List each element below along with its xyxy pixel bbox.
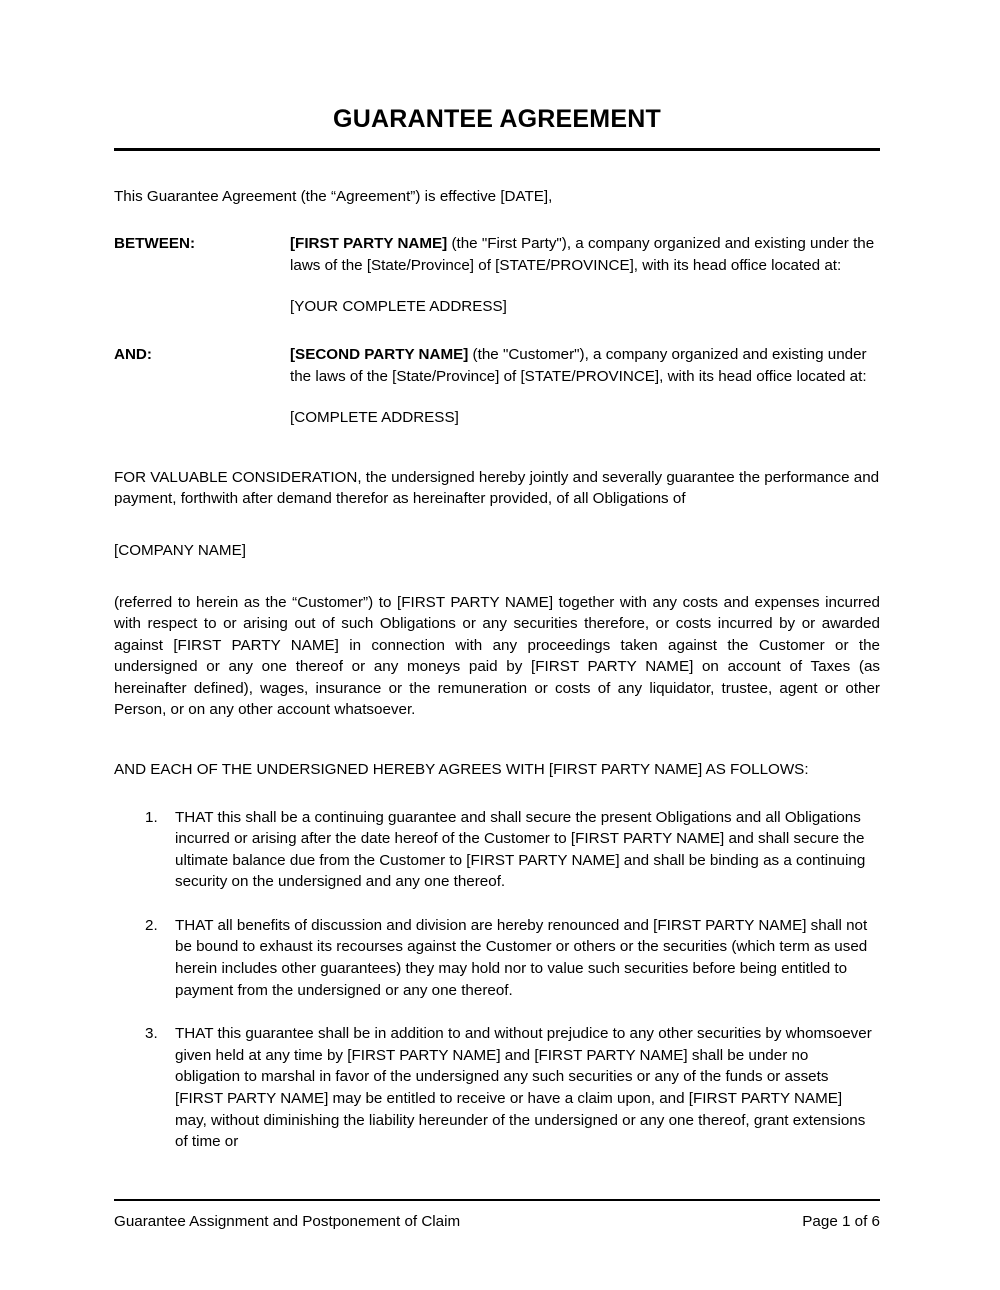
party-block-first (114, 233, 880, 318)
footer-document-title: Guarantee Assignment and Postponement of Claim (114, 1213, 461, 1230)
referred-paragraph: (referred to herein as the “Customer”) to [FIRST PARTY NAME] together with any costs and expenses incurred with respect to or arising out of such Obligations or any securities therefore, or costs incurred by or awarded against [FIRST PARTY NAME] in connection with any proceedings taken against the Customer or the undersigned or any one thereof or any moneys paid by [FIRST PARTY NAME] on account of Taxes (as hereinafter defined), wages, insurance or the remuneration or costs of any liquidator, trustee, agent or other Person, or on any other account whatsoever. (114, 593, 880, 719)
clause-number: 1. (145, 808, 158, 826)
clause-number: 2. (145, 916, 158, 934)
page-title: GUARANTEE AGREEMENT (333, 105, 661, 133)
second-party-address: [COMPLETE ADDRESS] (290, 409, 459, 427)
footer-row (114, 1212, 880, 1232)
second-party-name: [SECOND PARTY NAME] (290, 346, 469, 364)
clause-text: THAT this guarantee shall be in addition to and without prejudice to any other securities by whomsoever given held at any time by [FIRST PARTY NAME] and [FIRST PARTY NAME] shall be under no obligation to marshal in favor of the undersigned any such securities or any of the funds or assets [FIRST PARTY NAME] may be entitled to receive or have a claim upon, and [FIRST PARTY NAME] may, without diminishing the liability hereunder of the undersigned or any one thereof, grant extensions of time or (175, 1025, 872, 1151)
clause-text: THAT all benefits of discussion and division are hereby renounced and [FIRST PARTY NAME] shall not be bound to exhaust its recourses against the Customer or others or the securities (which term as used herein includes other guarantees) they may hold nor to value such securities before being entitled to payment from the undersigned or any one thereof. (175, 916, 868, 999)
clause-item (114, 915, 880, 1001)
consideration-paragraph: FOR VALUABLE CONSIDERATION, the undersigned hereby jointly and severally guarantee the performance and payment, forthwith after demand therefor as hereinafter provided, of all Obligations of (114, 468, 880, 508)
second-party-description: (the "Customer"), a company organized and existing under the laws of the [State/Province] of [STATE/PROVINCE], with its head office located at: (290, 346, 867, 385)
first-party-address: [YOUR COMPLETE ADDRESS] (290, 298, 507, 316)
clause-text: THAT this shall be a continuing guarantee and shall secure the present Obligations and all Obligations incurred or arising after the date hereof of the Customer to [FIRST PARTY NAME] and shall secure the ultimate balance due from the Customer to [FIRST PARTY NAME] and shall be binding as a continuing security on the undersigned and any one thereof. (175, 808, 866, 891)
clause-item (114, 1023, 880, 1152)
clause-number: 3. (145, 1025, 158, 1043)
document-content (114, 0, 880, 1153)
footer-page-number: Page 1 of 6 (802, 1213, 880, 1230)
footer-divider (114, 1199, 880, 1201)
clause-list (114, 807, 880, 1153)
party-description-second (290, 344, 880, 387)
party-label-and: AND: (114, 346, 152, 364)
party-body-second (290, 344, 880, 429)
first-party-name: [FIRST PARTY NAME] (290, 235, 448, 253)
first-party-description: (the "First Party"), a company organized and existing under the laws of the [State/Province] of [STATE/PROVINCE], with its head office located at: (290, 235, 875, 274)
party-label-between: BETWEEN: (114, 235, 195, 253)
company-name-placeholder: [COMPANY NAME] (114, 541, 246, 559)
clause-item (114, 807, 880, 893)
page-footer (114, 1199, 880, 1232)
intro-paragraph: This Guarantee Agreement (the “Agreement”) is effective [DATE], (114, 187, 553, 205)
title-divider (114, 148, 880, 151)
agrees-intro-paragraph: AND EACH OF THE UNDERSIGNED HEREBY AGREES WITH [FIRST PARTY NAME] AS FOLLOWS: (114, 761, 809, 778)
party-body-first (290, 233, 880, 318)
party-description-first (290, 233, 880, 276)
party-block-second (114, 344, 880, 429)
